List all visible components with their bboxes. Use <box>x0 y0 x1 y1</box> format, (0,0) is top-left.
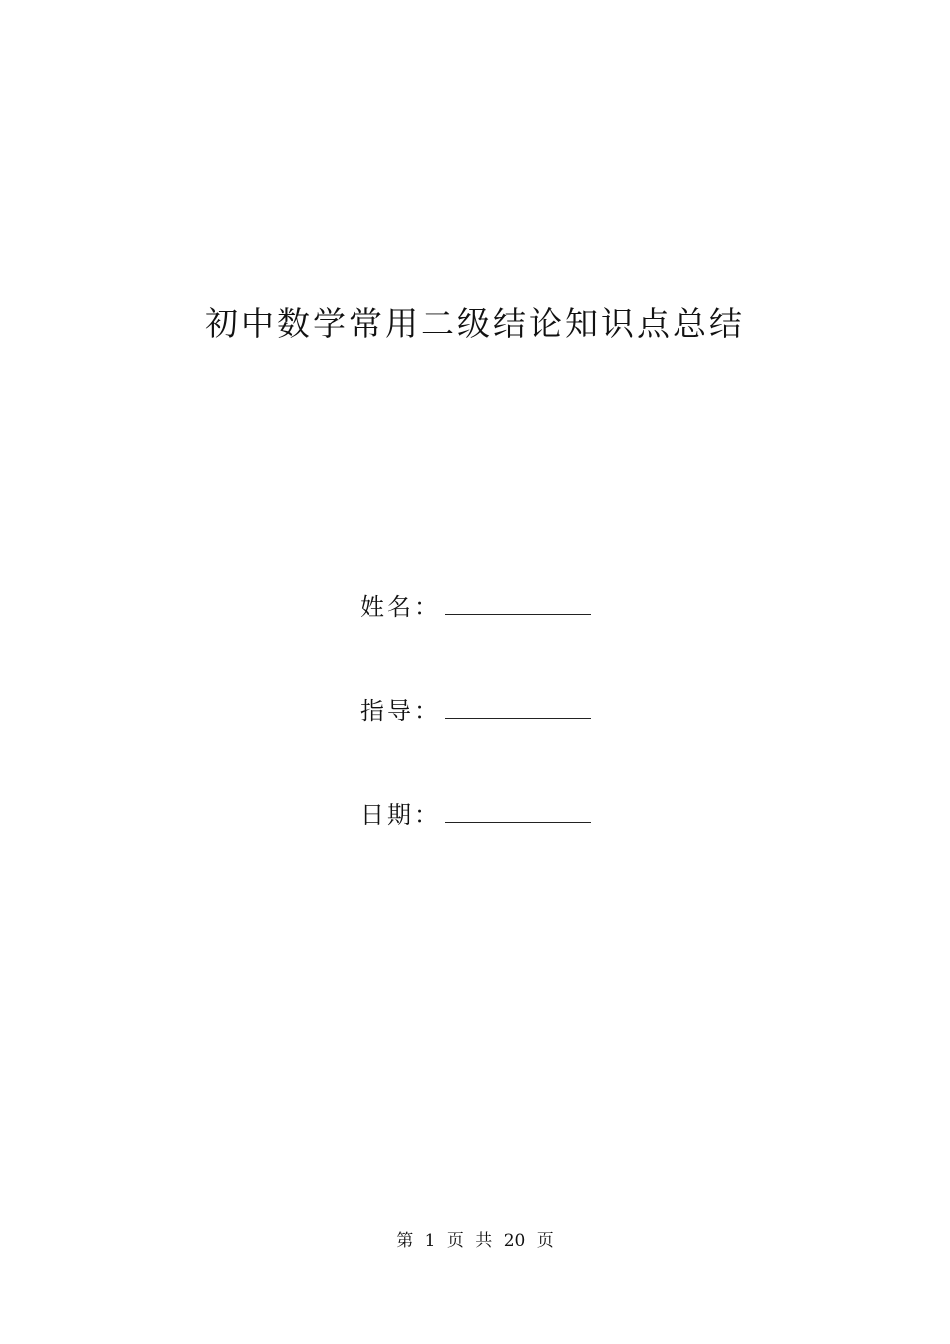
document-title: 初中数学常用二级结论知识点总结 <box>205 304 745 343</box>
cover-fields <box>360 587 620 899</box>
footer-current-page: 1 <box>424 1231 436 1251</box>
footer-suffix: 页 <box>536 1231 554 1251</box>
footer-page-word: 页 <box>446 1231 464 1251</box>
advisor-field-row <box>360 691 620 795</box>
date-field-row <box>360 795 620 899</box>
page-footer <box>0 1226 950 1251</box>
advisor-field-blank <box>445 692 591 719</box>
date-field-label: 日期： <box>360 801 441 829</box>
name-field-row <box>360 587 620 691</box>
date-field-blank <box>445 796 591 823</box>
footer-prefix: 第 <box>396 1231 414 1251</box>
footer-total-word: 共 <box>475 1231 493 1251</box>
name-field-label: 姓名： <box>360 593 441 621</box>
footer-total-pages: 20 <box>503 1231 526 1251</box>
name-field-blank <box>445 588 591 615</box>
advisor-field-label: 指导： <box>360 697 441 725</box>
